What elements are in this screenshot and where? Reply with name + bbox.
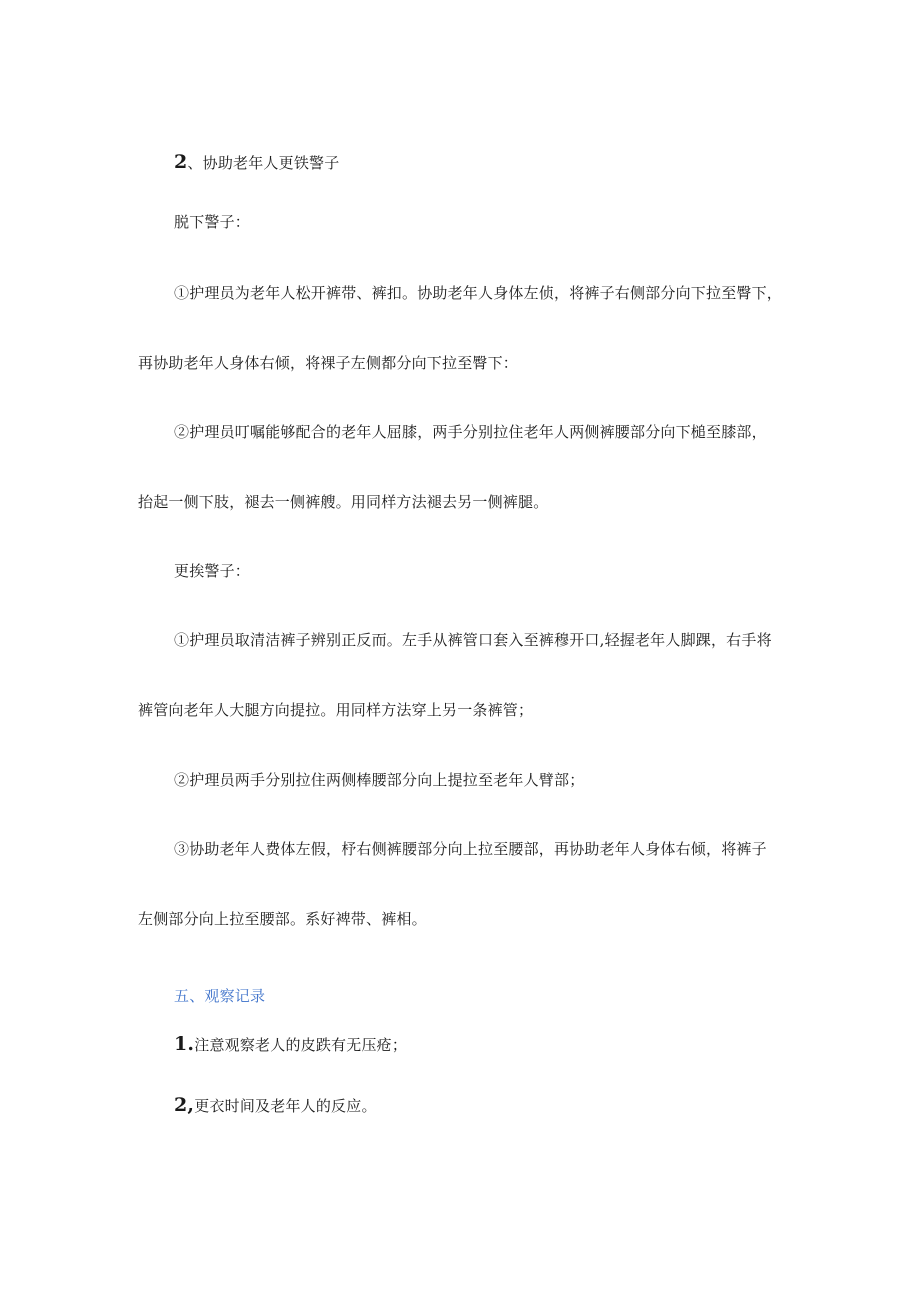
remove-step1-line1: ①护理员为老年人松开裤带、裤扣。协助老年人身体左侦，将裤子右侧部分向下拉至臀下， xyxy=(174,284,783,302)
observe-item-2-number: 2, xyxy=(174,1094,195,1116)
remove-step2-line2: 抬起一侧下肢，褪去一侧裤艘。用同样方法褪去另一侧裤腿。 xyxy=(138,493,549,511)
change-step1-line2: 裤管向老年人大腿方向提拉。用同样方法穿上另一条裤管； xyxy=(138,701,534,719)
change-step3-line1: ③协助老年人费体左假，杼右侧裤腰部分向上拉至腰部，再协助老年人身体右倾，将裤子 xyxy=(174,840,767,858)
section-2-heading xyxy=(174,152,339,173)
remove-label: 脱下警子： xyxy=(174,213,251,231)
observe-item-2-text: 更衣时间及老年人的反应。 xyxy=(194,1097,377,1115)
change-label: 更挨警子： xyxy=(174,562,251,580)
remove-step1-line2: 再协助老年人身体右倾，将裸子左侧都分向下拉至臀下： xyxy=(138,354,519,372)
section-5-heading: 五、观察记录 xyxy=(174,987,266,1005)
change-step3-line2: 左侧部分向上拉至腰部。系好裨带、裤相。 xyxy=(138,910,427,928)
section-2-number: 2 xyxy=(174,151,188,173)
observe-item-1-text: 注意观察老人的皮跌有无压疮； xyxy=(194,1036,408,1054)
section-2-title: 、协助老年人更铁警子 xyxy=(187,154,340,172)
observe-item-2 xyxy=(174,1095,377,1116)
change-step2: ②护理员两手分别拉住两侧棒腰部分向上提拉至老年人臂部； xyxy=(174,771,585,789)
observe-item-1-number: 1. xyxy=(174,1033,195,1055)
remove-step2-line1: ②护理员叮嘱能够配合的老年人屈膝，两手分别拉住老年人两侧裤腰部分向下槌至膝部， xyxy=(174,423,767,441)
observe-item-1 xyxy=(174,1034,407,1055)
change-step1-line1: ①护理员取清洁裤子辨别正反而。左手从裤管口套入至裤穆开口,轻握老年人脚踝，右手将 xyxy=(174,631,772,649)
